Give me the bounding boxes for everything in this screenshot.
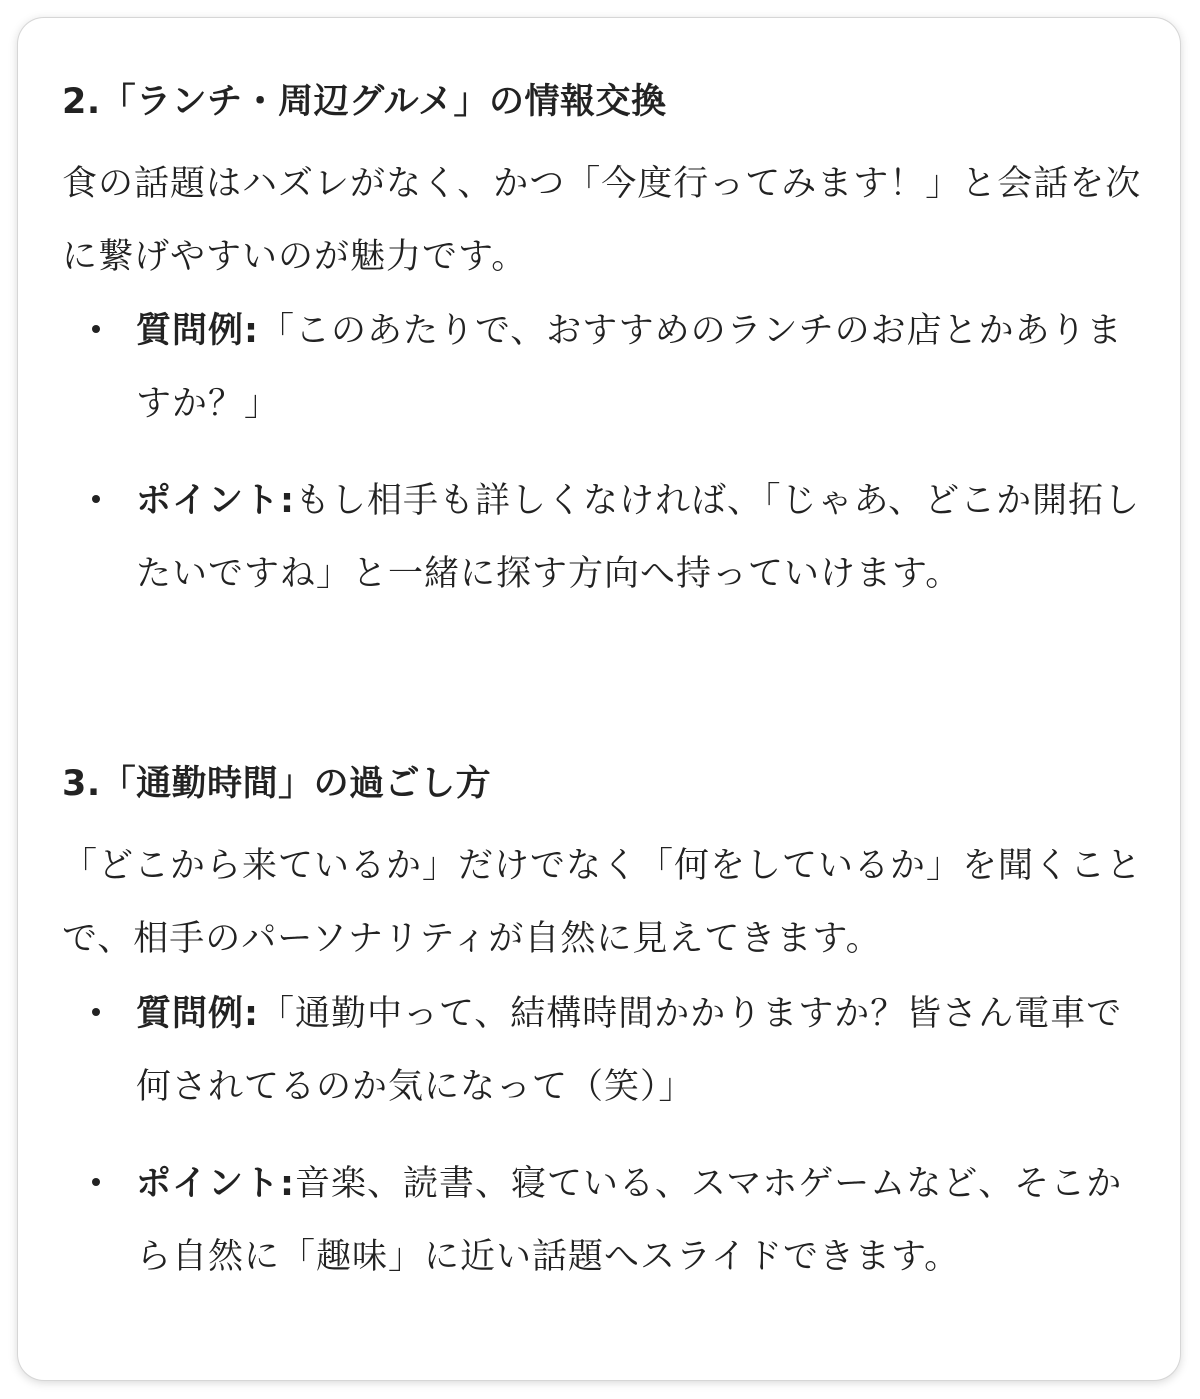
- section-intro-commute: 「どこから来ているか」だけでなく「何をしているか」を聞くことで、相手のパーソナリティが自然に見えてきます。: [62, 846, 1143, 959]
- section-heading-commute: 3.「通勤時間」の過ごし方: [62, 764, 492, 804]
- bullet-body: 音楽、読書、寝ている、スマホゲームなど、そこから自然に「趣味」に近い話題へスライドできます。: [136, 1164, 1123, 1277]
- bullet-text: [136, 295, 1141, 441]
- bullet-label: ポイント:: [136, 1164, 295, 1204]
- bullet-body: 「このあたりで、おすすめのランチのお店とかありますか？」: [136, 311, 1123, 424]
- bullet-text: [136, 465, 1141, 611]
- bullet-dot-icon: [92, 1008, 100, 1016]
- bullet-label: ポイント:: [136, 481, 295, 521]
- bullet-text: [136, 978, 1141, 1124]
- bullet-dot-icon: [92, 495, 100, 503]
- bullet-label: 質問例:: [136, 311, 259, 351]
- section-heading-lunch: 2.「ランチ・周辺グルメ」の情報交換: [62, 82, 667, 122]
- bullet-body: 「通勤中って、結構時間かかりますか？皆さん電車で何されてるのか気になって（笑）」: [136, 994, 1123, 1107]
- content-card: [18, 18, 1180, 1380]
- bullet-label: 質問例:: [136, 994, 259, 1034]
- section-intro-lunch: 食の話題はハズレがなく、かつ「今度行ってみます！」と会話を次に繋げやすいのが魅力です。: [62, 164, 1142, 277]
- bullet-text: [136, 1148, 1141, 1294]
- bullet-dot-icon: [92, 325, 100, 333]
- bullet-body: もし相手も詳しくなければ、「じゃあ、どこか開拓したいですね」と一緒に探す方向へ持っていけます。: [136, 481, 1141, 594]
- bullet-dot-icon: [92, 1178, 100, 1186]
